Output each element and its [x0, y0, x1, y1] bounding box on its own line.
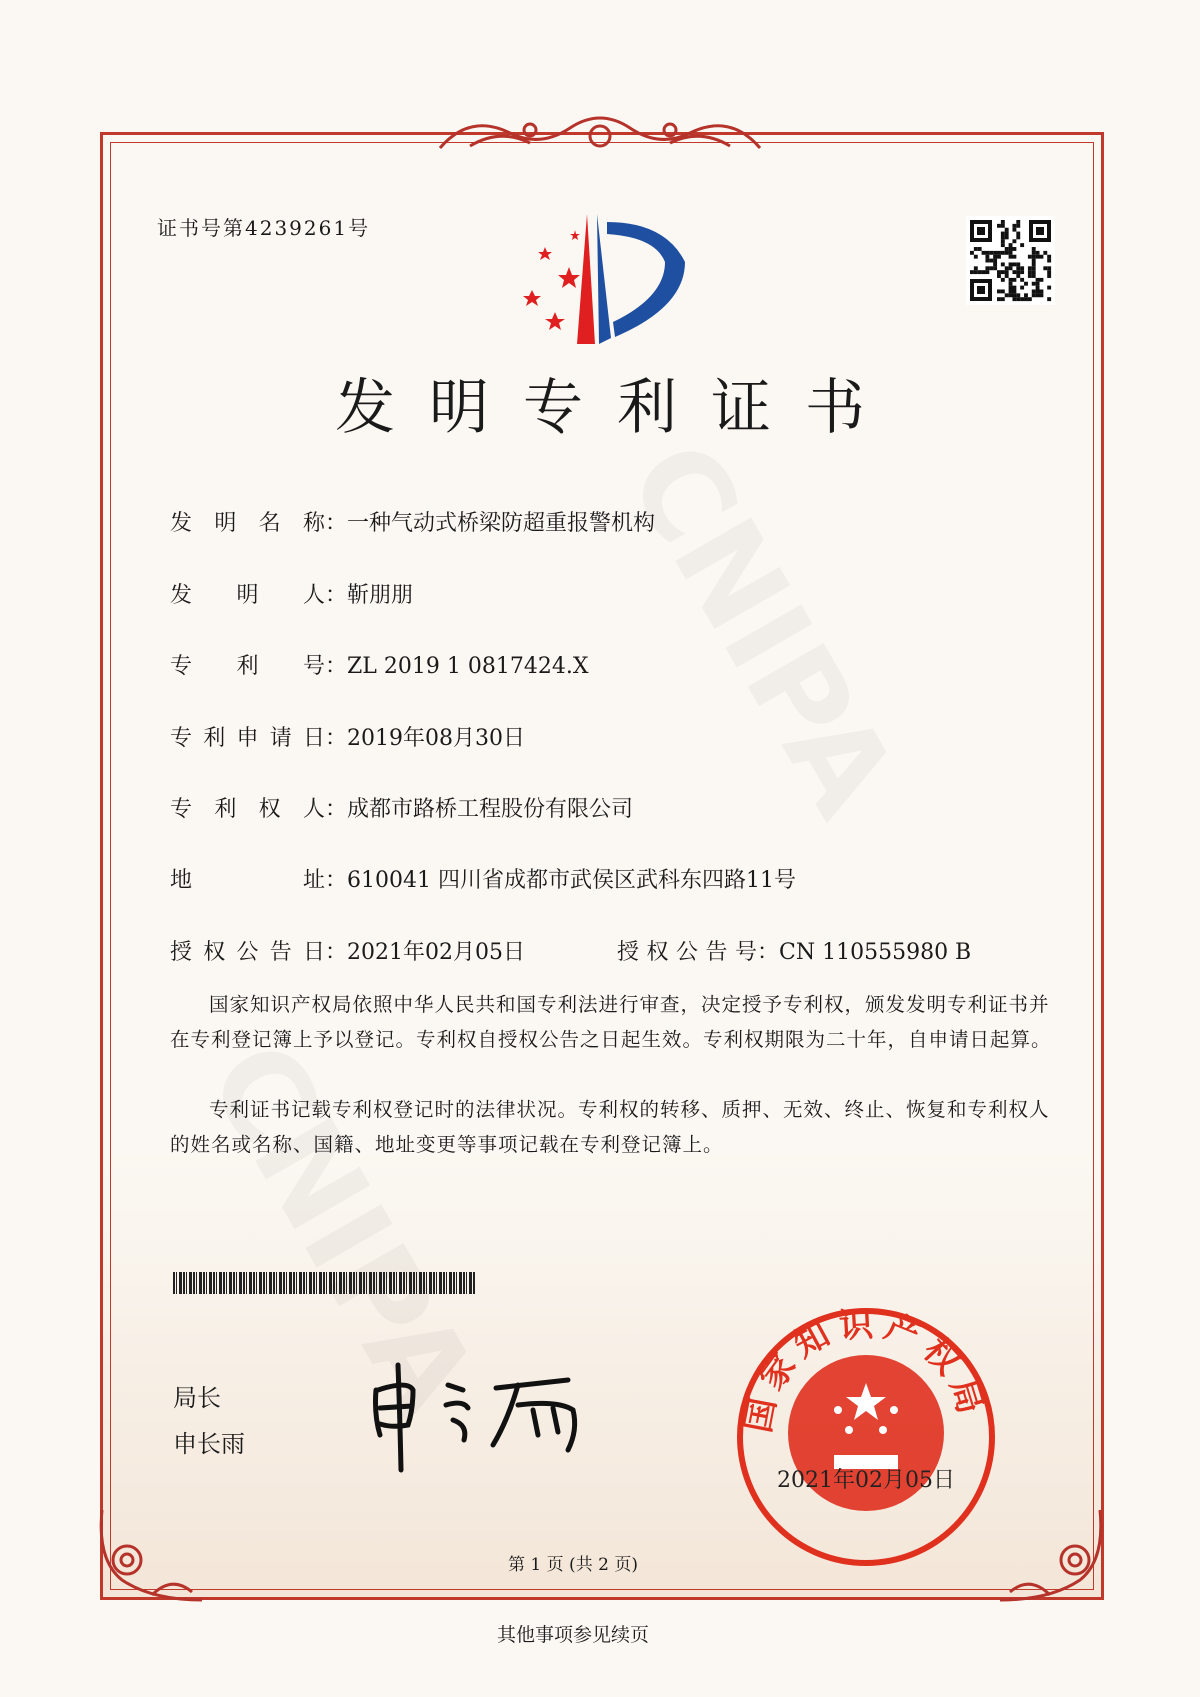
field-value: 610041 四川省成都市武侯区武科东四路11号 — [347, 868, 796, 893]
field-value: ZL 2019 1 0817424.X — [347, 654, 589, 679]
statement-paragraph: 专利证书记载专利权登记时的法律状况。专利权的转移、质押、无效、终止、恢复和专利权人的姓名或名称、国籍、地址变更等事项记载在专利登记簿上。 — [170, 1098, 1050, 1156]
field-label: 发明人 — [170, 583, 325, 608]
handwritten-signature — [368, 1360, 628, 1475]
field-label: 授权公告号 — [617, 940, 757, 965]
page-number: 第 1 页 (共 2 页) — [508, 1555, 638, 1575]
seal-text: 国家知识产权局 — [738, 1305, 993, 1436]
field-label: 授权公告日 — [170, 940, 325, 965]
certificate-number: 证书号第4239261号 — [157, 216, 371, 240]
barcode — [173, 1272, 476, 1294]
signatory-name: 申长雨 — [173, 1430, 245, 1458]
qr-code-icon — [966, 216, 1055, 305]
top-ornament — [430, 108, 770, 158]
field-value: CN 110555980 B — [779, 940, 972, 965]
field-label: 地址 — [170, 868, 325, 893]
seal-date: 2021年02月05日 — [777, 1468, 955, 1493]
signatory-title: 局长 — [173, 1384, 221, 1412]
field-grant-number: 授权公告号：CN 110555980 B — [617, 935, 971, 966]
field-value: 一种气动式桥梁防超重报警机构 — [347, 511, 656, 536]
field-value: 2021年02月05日 — [347, 940, 525, 965]
field-label: 专利权人 — [170, 797, 325, 822]
page-title: 发明专利证书 — [335, 373, 899, 443]
field-value: 2019年08月30日 — [347, 726, 525, 751]
field-label: 专利申请日 — [170, 726, 325, 751]
field-label: 发明名称 — [170, 511, 325, 536]
field-patent-number: 专利号：ZL 2019 1 0817424.X — [170, 649, 589, 680]
field-grant-date: 授权公告日：2021年02月05日 — [170, 935, 525, 966]
field-patentee: 专利权人：成都市路桥工程股份有限公司 — [170, 792, 633, 823]
field-inventor: 发明人：靳朋朋 — [170, 578, 413, 609]
field-value: 成都市路桥工程股份有限公司 — [347, 797, 634, 822]
field-application-date: 专利申请日：2019年08月30日 — [170, 721, 525, 752]
field-label: 专利号 — [170, 654, 325, 679]
field-value: 靳朋朋 — [347, 583, 414, 608]
continuation-note: 其他事项参见续页 — [496, 1624, 649, 1646]
official-seal — [734, 1305, 998, 1569]
field-invention-name: 发明名称：一种气动式桥梁防超重报警机构 — [170, 506, 655, 537]
cnipa-logo — [515, 212, 690, 352]
statement-paragraph: 国家知识产权局依照中华人民共和国专利法进行审查，决定授予专利权，颁发发明专利证书并在专利登记簿上予以登记。专利权自授权公告之日起生效。专利权期限为二十年，自申请日起算。 — [170, 993, 1052, 1051]
field-address: 地址：610041 四川省成都市武侯区武科东四路11号 — [170, 863, 796, 894]
